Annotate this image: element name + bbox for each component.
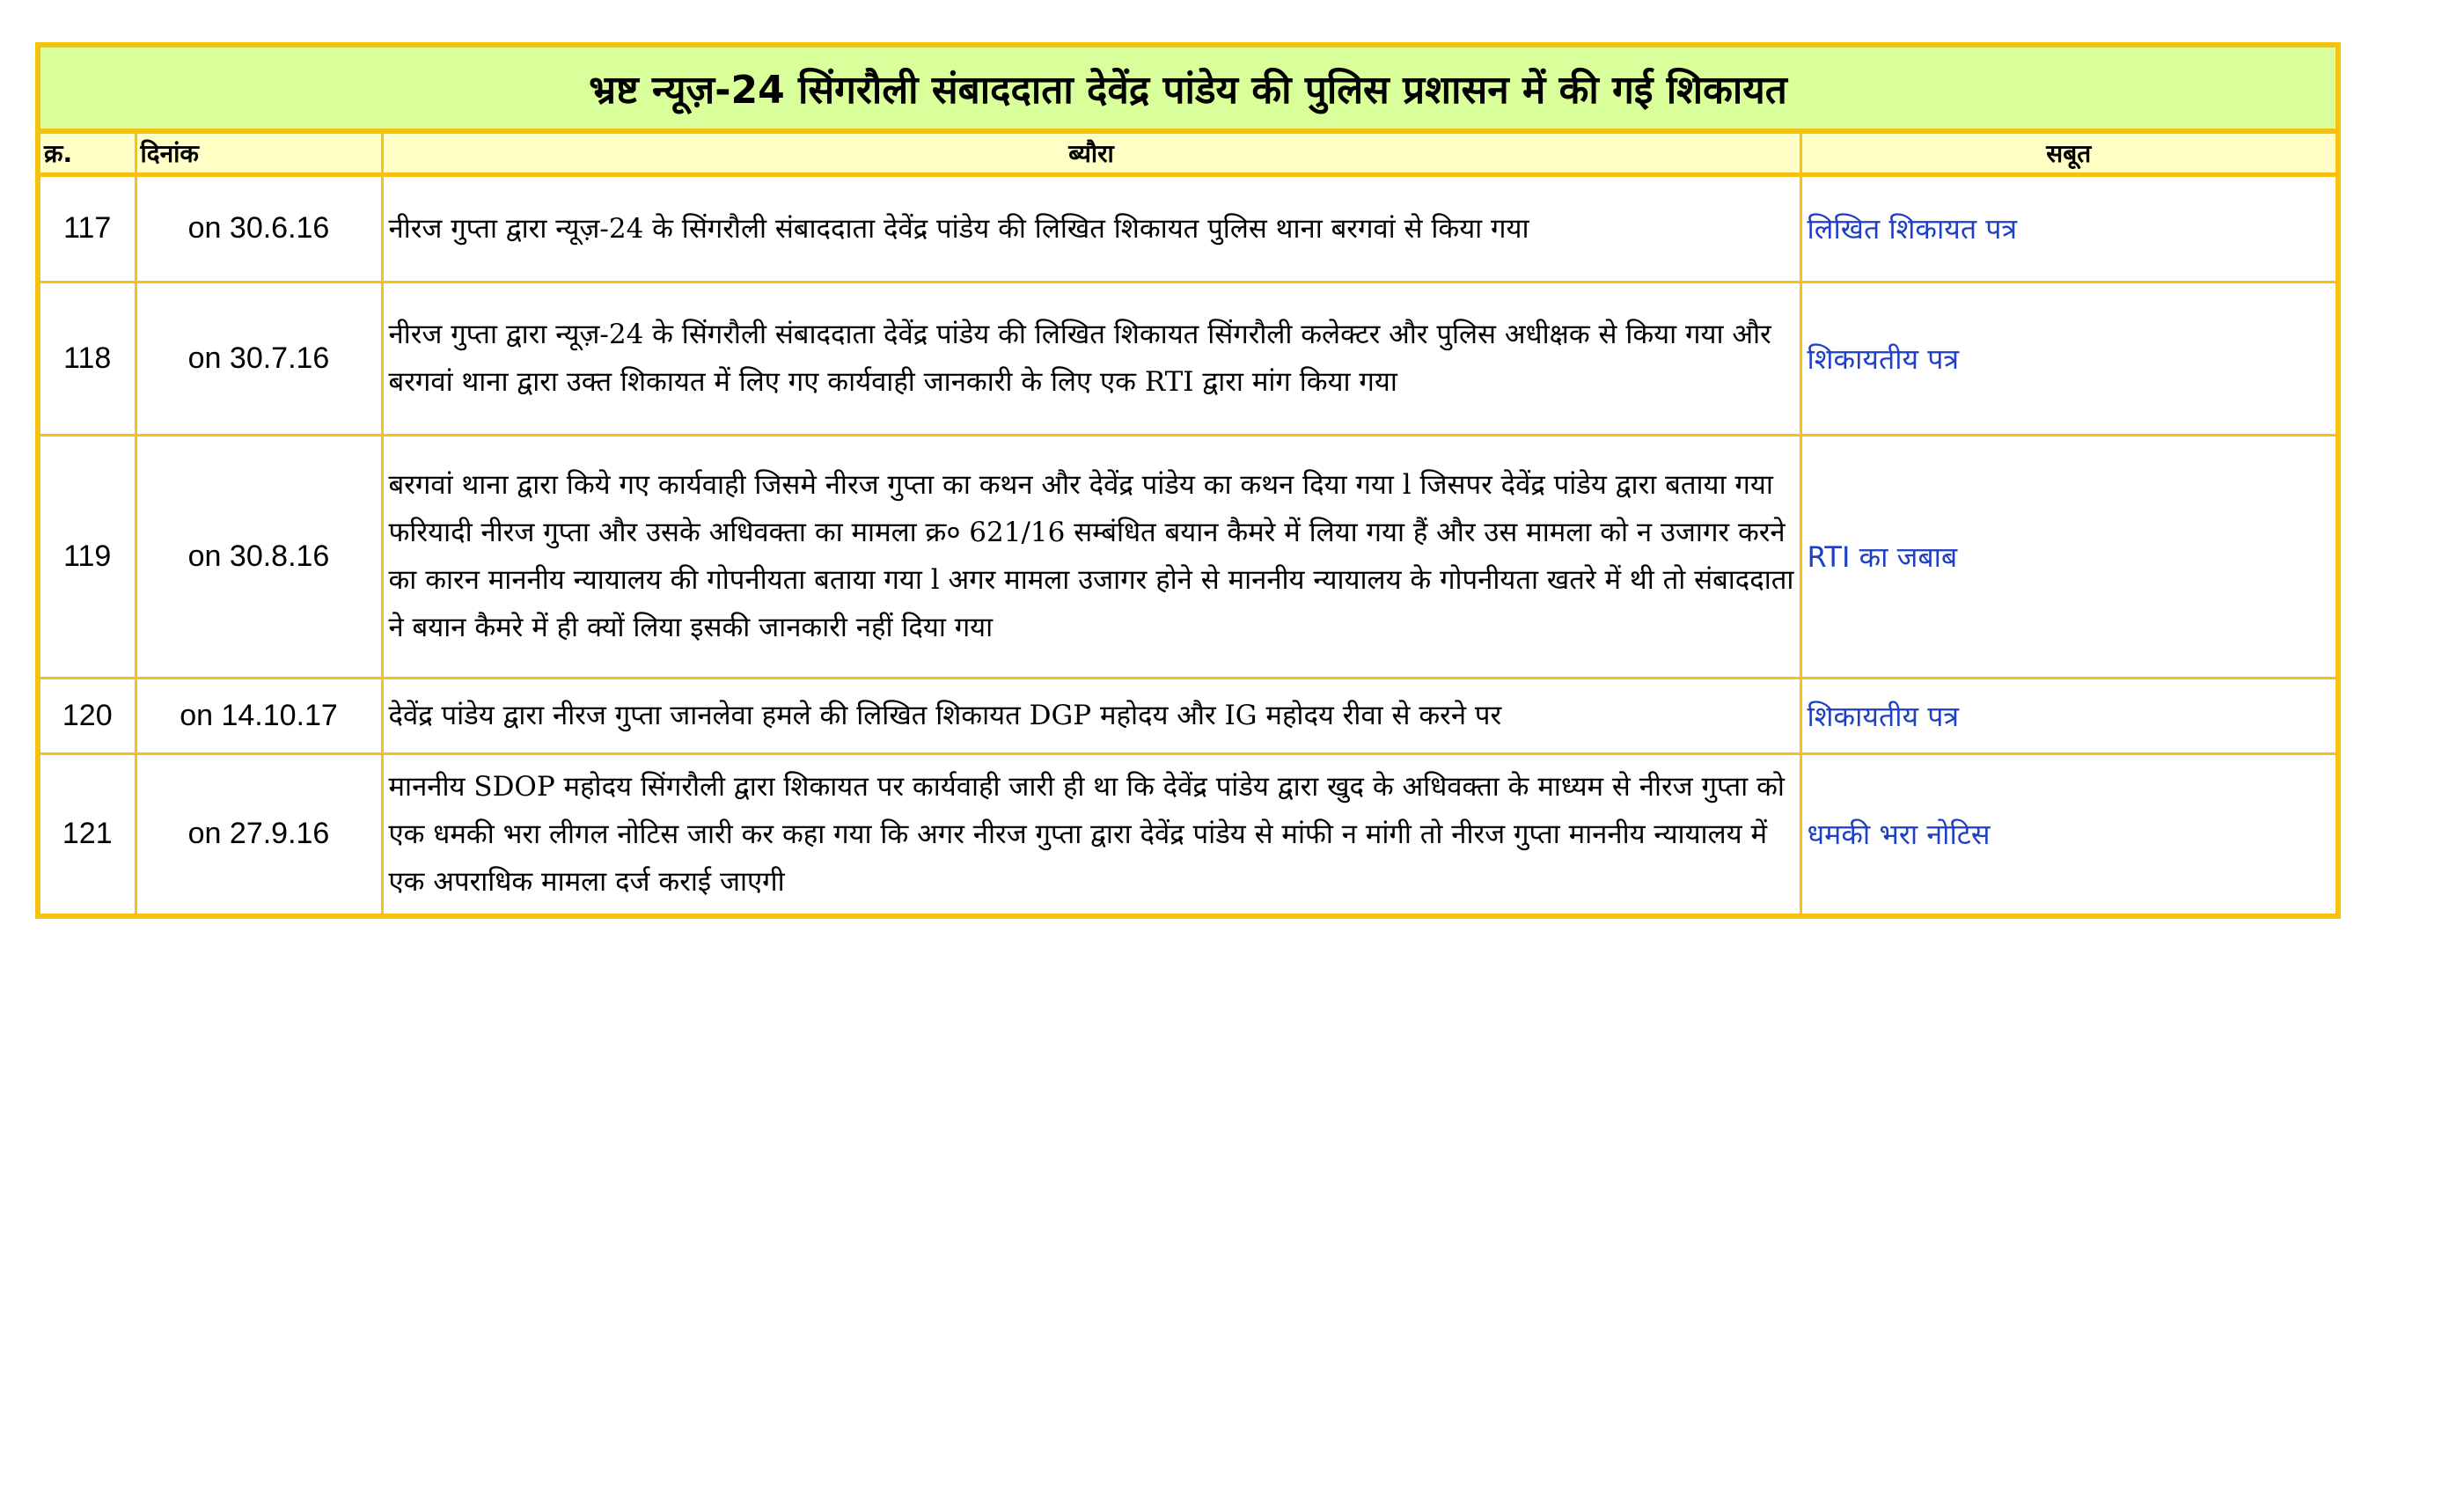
- table-row: [40, 753, 2336, 914]
- table-row: [40, 678, 2336, 753]
- row-proof-link[interactable]: लिखित शिकायत पत्र: [1800, 174, 2336, 282]
- table-row: [40, 174, 2336, 282]
- row-date: on 30.6.16: [136, 174, 382, 282]
- row-date: on 30.8.16: [136, 435, 382, 678]
- row-proof-link[interactable]: शिकायतीय पत्र: [1800, 678, 2336, 753]
- row-number: 117: [40, 174, 136, 282]
- complaint-table: [40, 134, 2336, 914]
- sheet-title: भ्रष्ट न्यूज़-24 सिंगरौली संबाददाता देवेंद्र पांडेय की पुलिस प्रशासन में की गई शिकायत: [40, 48, 2336, 134]
- table-row: [40, 282, 2336, 435]
- row-date: on 14.10.17: [136, 678, 382, 753]
- row-proof-link[interactable]: शिकायतीय पत्र: [1800, 282, 2336, 435]
- row-detail: नीरज गुप्ता द्वारा न्यूज़-24 के सिंगरौली संबाददाता देवेंद्र पांडेय की लिखित शिकायत पुलिस थाना बरगवां से किया गया: [382, 174, 1800, 282]
- header-detail: ब्यौरा: [382, 134, 1800, 174]
- row-detail: माननीय SDOP महोदय सिंगरौली द्वारा शिकायत पर कार्यवाही जारी ही था कि देवेंद्र पांडेय द्वारा खुद के अधिवक्ता के माध्यम से नीरज गुप्ता को एक धमकी भरा लीगल नोटिस जारी कर कहा गया कि अगर नीरज गुप्ता द्वारा देवेंद्र पांडेय से मांफी न मांगी तो नीरज गुप्ता माननीय न्यायालय में एक अपराधिक मामला दर्ज कराई जाएगी: [382, 753, 1800, 914]
- header-date: दिनांक: [136, 134, 382, 174]
- row-detail: बरगवां थाना द्वारा किये गए कार्यवाही जिसमे नीरज गुप्ता का कथन और देवेंद्र पांडेय का कथन दिया गया l जिसपर देवेंद्र पांडेय द्वारा बताया गया फरियादी नीरज गुप्ता और उसके अधिवक्ता का मामला क्र० 621/16 सम्बंधित बयान कैमरे में लिया गया हैं और उस मामला को न उजागर करने का कारन माननीय न्यायालय की गोपनीयता बताया गया l अगर मामला उजागर होने से माननीय न्यायालय के गोपनीयता खतरे में थी तो संबाददाता ने बयान कैमरे में ही क्यों लिया इसकी जानकारी नहीं दिया गया: [382, 435, 1800, 678]
- row-proof-link[interactable]: RTI का जबाब: [1800, 435, 2336, 678]
- table-row: [40, 435, 2336, 678]
- row-number: 120: [40, 678, 136, 753]
- complaint-sheet: [35, 42, 2341, 919]
- row-proof-link[interactable]: धमकी भरा नोटिस: [1800, 753, 2336, 914]
- header-proof: सबूत: [1800, 134, 2336, 174]
- row-detail: देवेंद्र पांडेय द्वारा नीरज गुप्ता जानलेवा हमले की लिखित शिकायत DGP महोदय और IG महोदय रीवा से करने पर: [382, 678, 1800, 753]
- row-number: 118: [40, 282, 136, 435]
- row-date: on 27.9.16: [136, 753, 382, 914]
- row-number: 119: [40, 435, 136, 678]
- header-row: [40, 134, 2336, 174]
- header-no: क्र.: [40, 134, 136, 174]
- row-detail: नीरज गुप्ता द्वारा न्यूज़-24 के सिंगरौली संबाददाता देवेंद्र पांडेय की लिखित शिकायत सिंगरौली कलेक्टर और पुलिस अधीक्षक से किया गया और बरगवां थाना द्वारा उक्त शिकायत में लिए गए कार्यवाही जानकारी के लिए एक RTI द्वारा मांग किया गया: [382, 282, 1800, 435]
- row-date: on 30.7.16: [136, 282, 382, 435]
- row-number: 121: [40, 753, 136, 914]
